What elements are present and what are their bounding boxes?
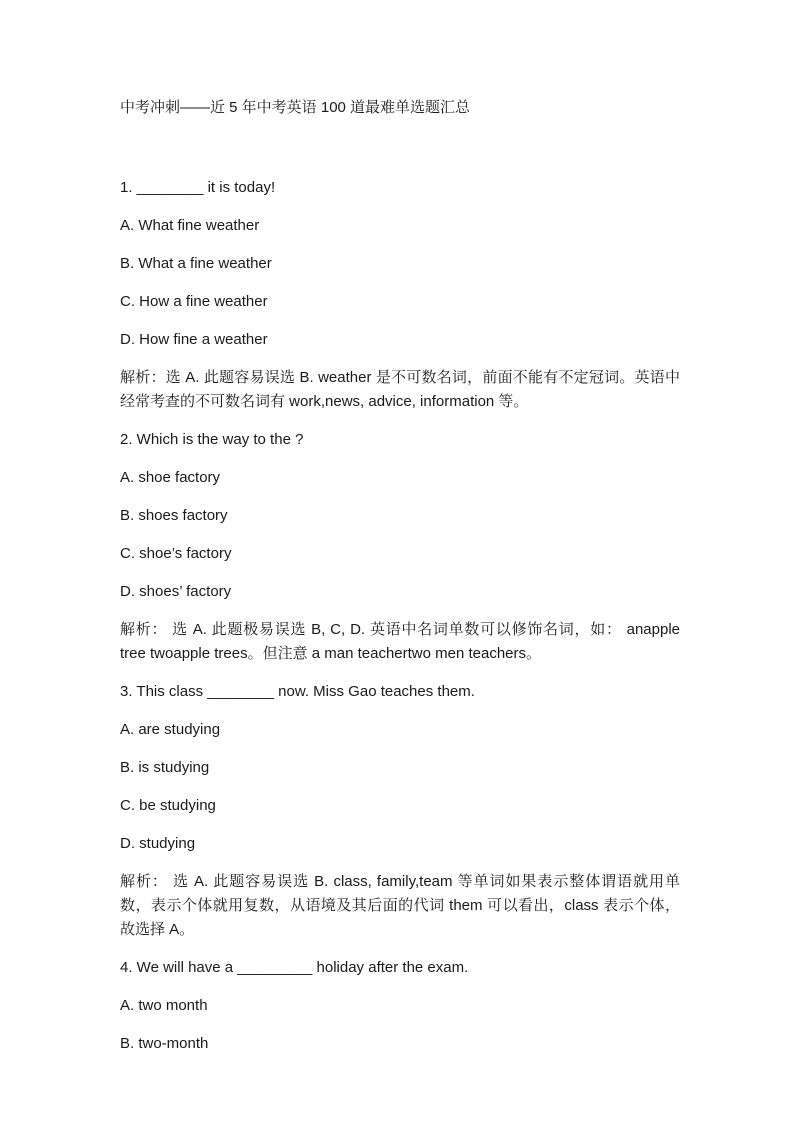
option-d: D. shoes’ factory: [120, 583, 232, 600]
option-a: A. What fine weather: [120, 217, 260, 234]
option-a: A. shoe factory: [120, 469, 221, 486]
question-stem: 4. We will have a _________ holiday after the exam.: [120, 959, 469, 976]
question-1: [120, 176, 680, 414]
question-analysis: 解析： 选 A. 此题容易误选 B. class, family,team 等单词如果表示整体谓语就用单数，表示个体就用复数，从语境及其后面的代词 them 可以看出，class 表示个体，故选择 A。: [120, 873, 680, 938]
option-a: A. two month: [120, 997, 208, 1014]
question-analysis: 解析： 选 A. 此题极易误选 B, C, D. 英语中名词单数可以修饰名词，如： anapple tree twoapple trees。但注意 a man teachertwo men teachers。: [120, 621, 680, 662]
question-stem: 2. Which is the way to the ?: [120, 431, 304, 448]
question-3: [120, 680, 680, 942]
option-a: A. are studying: [120, 721, 221, 738]
option-d: D. studying: [120, 835, 196, 852]
option-b: B. is studying: [120, 759, 210, 776]
option-b: B. two-month: [120, 1035, 209, 1052]
option-d: D. How fine a weather: [120, 331, 268, 348]
option-c: C. How a fine weather: [120, 293, 268, 310]
question-analysis: 解析：选 A. 此题容易误选 B. weather 是不可数名词，前面不能有不定冠词。英语中经常考查的不可数名词有 work,news, advice, information 等。: [120, 369, 680, 410]
question-4: [120, 956, 680, 1056]
question-stem: 3. This class ________ now. Miss Gao teaches them.: [120, 683, 475, 700]
option-b: B. What a fine weather: [120, 255, 272, 272]
question-stem: 1. ________ it is today!: [120, 179, 276, 196]
option-c: C. be studying: [120, 797, 216, 814]
option-b: B. shoes factory: [120, 507, 228, 524]
document-title: 中考冲刺——近 5 年中考英语 100 道最难单选题汇总: [120, 99, 471, 116]
option-c: C. shoe’s factory: [120, 545, 232, 562]
question-2: [120, 428, 680, 666]
